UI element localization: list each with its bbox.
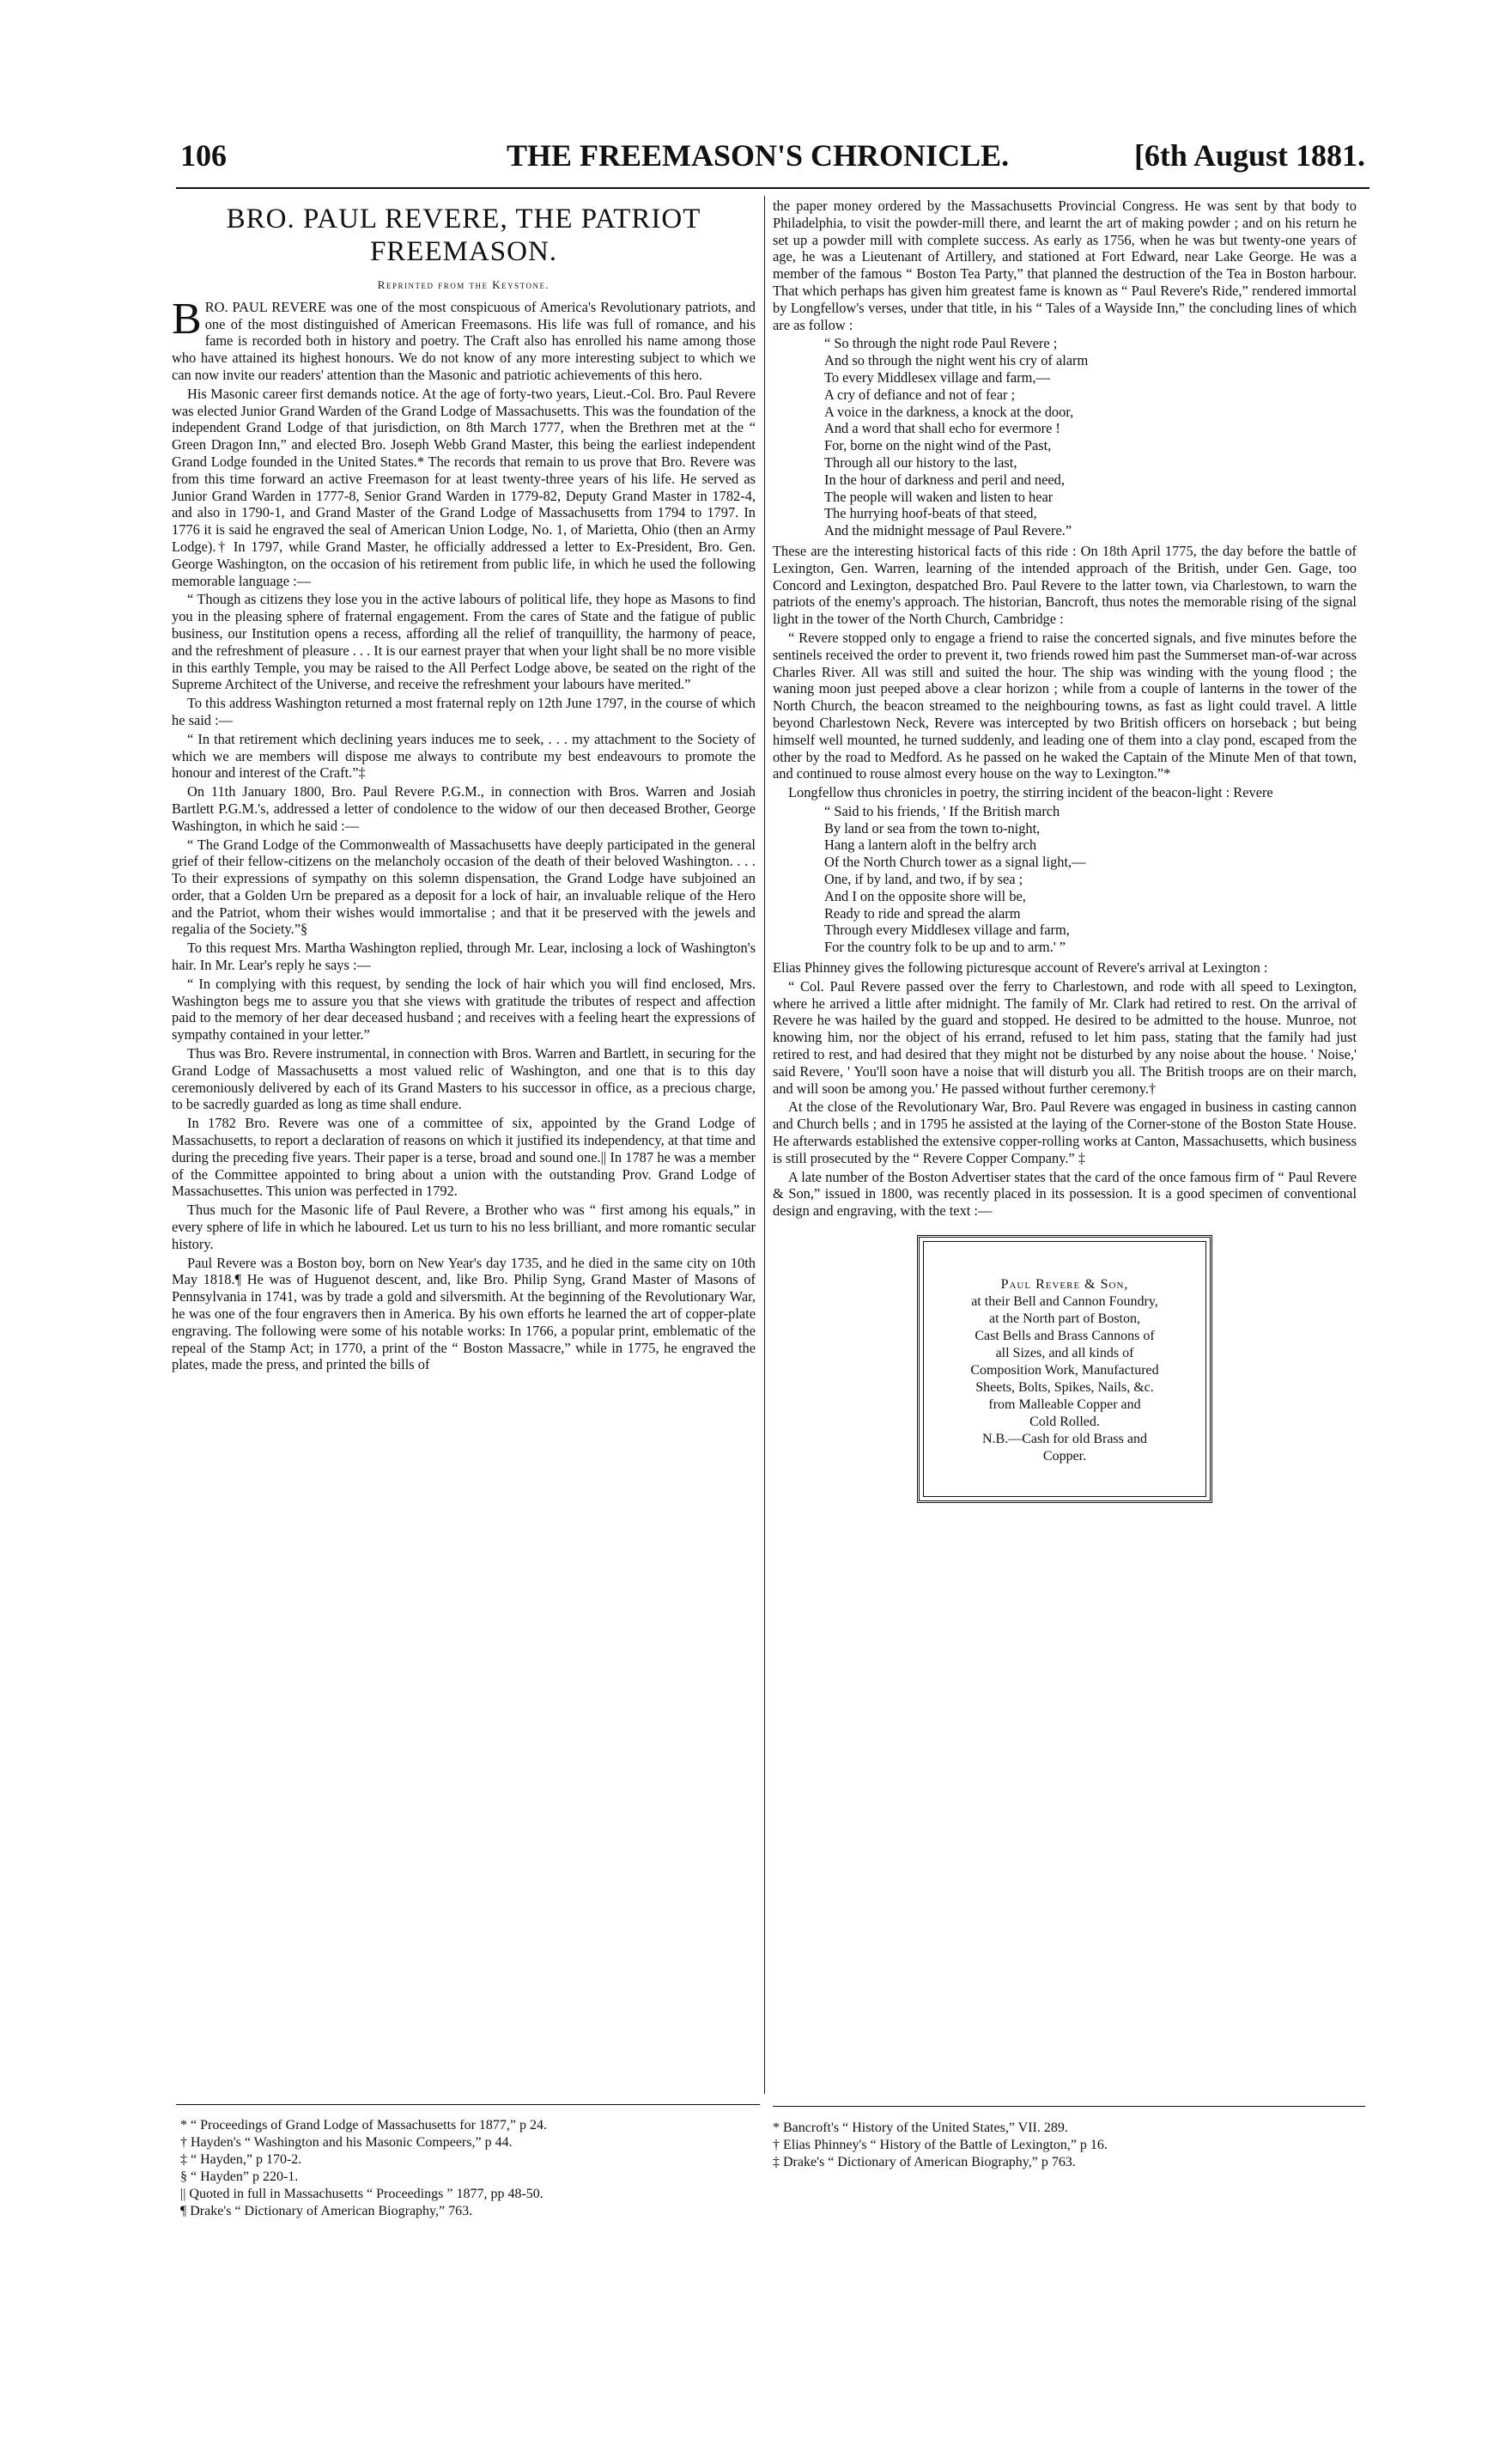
card-line: Cold Rolled. bbox=[1029, 1415, 1100, 1430]
card-line: Paul Revere & Son, bbox=[1000, 1277, 1129, 1293]
poem-line: “ Said to his friends, ' If the British march bbox=[824, 802, 1060, 819]
footnotes-left bbox=[180, 2117, 764, 2220]
article-paragraph: Thus was Bro. Revere instrumental, in connection with Bros. Warren and Bartlett, in securing for the Grand Lodge of Massachusetts a most valued relic of Washington, and one that is to this day ceremoniously delivered by each of its Grand Masters to his successor in office, as a precious charge, to be sacredly guarded as long as time shall endure. bbox=[172, 1045, 756, 1113]
article-paragraph: “ Col. Paul Revere passed over the ferry to Charlestown, and rode with all speed to Lexington, where he arrived a little after midnight. The family of Mr. Clark had retired to rest. On the arrival of Revere he was hailed by the guard and stopped. He desired to be admitted to the house. Munroe, not knowing him, nor the object of his errand, refused to let him pass, stating that the family had just retired to rest, and had desired that they might not be disturbed by any noise about the house. ' Noise,' said Revere, ' You'll soon have a noise that will disturb you all. The British troops are on their march, and will soon be among you.' He passed without further ceremony.† bbox=[773, 977, 1357, 1097]
article-paragraph: “ In that retirement which declining years induces me to seek, . . . my attachment to the Society of which we are members will dispose me always to contribute my best endeavours to promote the honour and interest of the Craft.”‡ bbox=[172, 730, 756, 782]
left-column bbox=[172, 198, 756, 1375]
footnote: ¶ Drake's “ Dictionary of American Biography,” 763. bbox=[180, 2204, 473, 2218]
card-line: Copper. bbox=[1042, 1449, 1087, 1464]
poem-line: Hang a lantern aloft in the belfry arch bbox=[824, 837, 1037, 854]
footnote-rule-right bbox=[773, 2106, 1365, 2107]
right-column bbox=[773, 198, 1357, 1503]
article-paragraph: “ Though as citizens they lose you in the active labours of political life, they hope as Masons to find you in the pleasing sphere of fraternal engagement. From the cares of State and the fatigue of public business, our Institution opens a recess, affording all the relief of tranquillity, the harmony of peace, and the refreshment of pleasure . . . It is our earnest prayer that when your light shall be no more visible in this earthly Temple, you may be raised to the All Perfect Lodge above, be seated on the right of the Supreme Architect of the Universe, and receive the refreshment your labours have merited.” bbox=[172, 591, 756, 693]
card-line: Cast Bells and Brass Cannons of bbox=[975, 1329, 1155, 1344]
poem-line: Of the North Church tower as a signal light,— bbox=[824, 854, 1086, 871]
footnote: * “ Proceedings of Grand Lodge of Massachusetts for 1877,” p 24. bbox=[180, 2118, 548, 2133]
card-line: Composition Work, Manufactured bbox=[970, 1363, 1159, 1378]
business-card-box bbox=[917, 1235, 1212, 1503]
article-paragraph: A late number of the Boston Advertiser states that the card of the once famous firm of “ Paul Revere & Son,” issued in 1800, was recently placed in its possession. It is a good specimen of conventional design and engraving, with the text :— bbox=[773, 1168, 1357, 1220]
poem-line: In the hour of darkness and peril and need, bbox=[824, 471, 1065, 488]
page-header bbox=[180, 137, 1365, 179]
article-paragraph: To this request Mrs. Martha Washington replied, through Mr. Lear, inclosing a lock of Washington's hair. In Mr. Lear's reply he says :— bbox=[172, 940, 756, 974]
issue-date: [6th August 1881. bbox=[1133, 138, 1365, 173]
card-line: Sheets, Bolts, Spikes, Nails, &c. bbox=[975, 1380, 1154, 1396]
poem-line: The hurrying hoof-beats of that steed, bbox=[824, 505, 1037, 522]
poem-line: Ready to ride and spread the alarm bbox=[824, 904, 1021, 922]
reprint-credit: Reprinted from the Keystone. bbox=[377, 278, 550, 291]
article-paragraph: To this address Washington returned a most fraternal reply on 12th June 1797, in the course of which he said :— bbox=[172, 695, 756, 728]
poem-line: A voice in the darkness, a knock at the door, bbox=[824, 403, 1074, 420]
article-paragraph: Longfellow thus chronicles in poetry, the stirring incident of the beacon-light : Revere bbox=[788, 784, 1273, 801]
footnote-rule-left bbox=[176, 2104, 760, 2105]
poem-line: For the country folk to be up and to arm.' ” bbox=[824, 939, 1066, 956]
card-line: at the North part of Boston, bbox=[989, 1311, 1140, 1327]
poem-line: And so through the night went his cry of alarm bbox=[824, 352, 1089, 369]
article-paragraph: the paper money ordered by the Massachusetts Provincial Congress. He was sent by that body to Philadelphia, to visit the powder-mill there, and learnt the art of making powder ; and on his return he set up a powder mill with complete success. As early as 1756, when he was but twenty-one years of age, he was a Lieutenant of Artillery, and stationed at Fort Edward, near Lake George. He was a member of the famous “ Boston Tea Party,” that planned the destruction of the Tea in Boston harbour. That which perhaps has given him greatest fame is known as “ Paul Revere's Ride,” rendered immortal by Longfellow's verses, under that title, in his “ Tales of a Wayside Inn,” the concluding lines of which are as follow : bbox=[773, 198, 1357, 333]
footnote: || Quoted in full in Massachusetts “ Proceedings ” 1877, pp 48-50. bbox=[180, 2187, 543, 2201]
card-line: from Malleable Copper and bbox=[988, 1397, 1141, 1413]
poem-line: One, if by land, and two, if by sea ; bbox=[824, 871, 1023, 888]
article-paragraph: “ Revere stopped only to engage a friend to raise the concerted signals, and five minutes before the sentinels received the order to prevent it, two friends rowed him past the Summerset man-of-war across Charles River. All was still and suited the hour. The ship was winding with the young flood ; the waning moon just peeped above a clear horizon ; while from a couple of lanterns in the tower of the North Church, the beacon streamed to the neighbouring towns, as fast as light could travel. A little beyond Charlestown Neck, Revere was intercepted by two British officers on horseback ; but being himself well mounted, he turned suddenly, and leading one of them into a clay pond, escaped from the other by the road to Medford. As he passed on he waked the Captain of the Minute Men of that town, and continued to rouse almost every house on the way to Lexington.”* bbox=[773, 629, 1357, 782]
poem-line: “ So through the night rode Paul Revere ; bbox=[824, 335, 1058, 352]
article-paragraph: Thus much for the Masonic life of Paul Revere, a Brother who was “ first among his equals,” in every sphere of life in which he laboured. Let us turn to his no less brilliant, and more romantic secular history. bbox=[172, 1202, 756, 1252]
article-paragraph: Paul Revere was a Boston boy, born on New Year's day 1735, and he died in the same city on 10th May 1818.¶ He was of Huguenot descent, and, like Bro. Philip Syng, Grand Master of Masons of Pennsylvania in 1741, was by trade a gold and silversmith. At the beginning of the Revolutionary War, he was one of the four engravers then in America. By his own efforts he learned the art of copper-plate engraving. The following were some of his notable works: In 1766, a popular print, emblematic of the repeal of the Stamp Act; in 1770, a print of the “ Boston Massacre,” while in 1775, he engraved the plates, made the press, and printed the bills of bbox=[172, 1254, 756, 1373]
article-paragraph: At the close of the Revolutionary War, Bro. Paul Revere was engaged in business in casting cannon and Church bells ; and in 1795 he assisted at the laying of the Corner-stone of the Boston State House. He afterwards established the extensive copper-rolling works at Canton, Massachusetts, which business is still prosecuted by the “ Revere Copper Company.” ‡ bbox=[773, 1098, 1357, 1166]
poem-line: The people will waken and listen to hear bbox=[824, 488, 1054, 505]
column-divider bbox=[764, 196, 765, 2094]
footnote: † Elias Phinney's “ History of the Battle of Lexington,” p 16. bbox=[773, 2138, 1108, 2152]
publication-title: THE FREEMASON'S CHRONICLE. bbox=[507, 138, 1010, 173]
header-rule bbox=[176, 187, 1369, 189]
article-title: BRO. PAUL REVERE, THE PATRIOT FREEMASON. bbox=[226, 204, 701, 267]
article-paragraph: On 11th January 1800, Bro. Paul Revere P.G.M., in connection with Bros. Warren and Josiah Bartlett P.G.M.'s, addressed a letter of condolence to the widow of our then deceased Brother, George Washington, in which he said :— bbox=[172, 783, 756, 834]
footnote: * Bancroft's “ History of the United States,” VII. 289. bbox=[773, 2121, 1068, 2135]
drop-cap: B bbox=[172, 294, 202, 344]
footnote: § “ Hayden” p 220-1. bbox=[180, 2169, 299, 2184]
card-line: N.B.—Cash for old Brass and bbox=[982, 1432, 1147, 1447]
poem-line: And a word that shall echo for evermore ! bbox=[824, 420, 1060, 437]
poem-line: Through all our history to the last, bbox=[824, 453, 1017, 471]
article-paragraph: “ In complying with this request, by sending the lock of hair which you will find enclosed, Mrs. Washington begs me to assure you that she views with gratitude the tributes of respect and affection paid to the memory of her dear deceased husband ; and receives with a feeling heart the expressions of sympathy contained in your letter.” bbox=[172, 975, 756, 1044]
poem-line: And I on the opposite shore will be, bbox=[824, 887, 1026, 904]
poem-line: For, borne on the night wind of the Past, bbox=[824, 437, 1052, 454]
article-paragraph: Elias Phinney gives the following picturesque account of Revere's arrival at Lexington : bbox=[773, 959, 1268, 977]
footnote: ‡ Drake's “ Dictionary of American Biography,” p 763. bbox=[773, 2155, 1076, 2169]
article-paragraph: “ The Grand Lodge of the Commonwealth of Massachusetts have deeply participated in the general grief of their fellow-citizens on the melancholy occasion of the death of their beloved Washington. . . . To their expressions of sympathy on this solemn dispensation, the Grand Lodge have subjoined an order, that a Golden Urn be prepared as a deposit for a lock of hair, an invaluable relique of the Hero and the Patriot, whom their wishes would immortalise ; and that it be preserved with the jewels and regalia of the Society.”§ bbox=[172, 836, 756, 938]
footnote: † Hayden's “ Washington and his Masonic Compeers,” p 44. bbox=[180, 2135, 513, 2150]
page-number: 106 bbox=[180, 138, 227, 173]
business-card-text bbox=[923, 1241, 1206, 1497]
article-paragraph: In 1782 Bro. Revere was one of a committee of six, appointed by the Grand Lodge of Massachusetts, to report a declaration of reasons on which it justified its independency, at that time and during the preceding five years. Their paper is a terse, broad and sound one.|| In 1787 he was a member of the Committee appointed to bring about a union with the outstanding Prov. Grand Lodge of Massachusettes. This union was perfected in 1792. bbox=[172, 1115, 756, 1200]
poem-line: Through every Middlesex village and farm, bbox=[824, 922, 1070, 939]
poem-ride bbox=[824, 335, 1357, 539]
card-line: all Sizes, and all kinds of bbox=[995, 1346, 1134, 1361]
poem-line: By land or sea from the town to-night, bbox=[824, 819, 1041, 837]
poem-line: And the midnight message of Paul Revere.” bbox=[824, 522, 1072, 539]
article-paragraph: BRO. PAUL REVERE was one of the most conspicuous of America's Revolutionary patriots, and one of the most distinguished of American Freemasons. His life was full of romance, and his fame is recorded both in history and poetry. The Craft also has enrolled his name among those who have attained its highest honours. We do not know of any more interesting subject to which we can now invite our readers' attention than the Masonic and patriotic achievements of this hero. bbox=[172, 294, 756, 383]
article-paragraph: These are the interesting historical facts of this ride : On 18th April 1775, the day before the battle of Lexington, Gen. Warren, learning of the intended approach of the British, under Gen. Gage, too Concord and Lexington, despatched Bro. Paul Revere to the latter town, via Charlestown, to warn the patriots of the enemy's approach. The historian, Bancroft, thus notes the memorable rising of the signal light in the tower of the North Church, Cambridge : bbox=[773, 542, 1357, 628]
poem-lantern bbox=[824, 803, 1357, 956]
footnote: ‡ “ Hayden,” p 170-2. bbox=[180, 2152, 302, 2167]
poem-line: A cry of defiance and not of fear ; bbox=[824, 386, 1016, 403]
poem-line: To every Middlesex village and farm,— bbox=[824, 368, 1050, 386]
footnotes-right bbox=[773, 2120, 1357, 2171]
card-line: at their Bell and Cannon Foundry, bbox=[971, 1294, 1158, 1310]
article-paragraph: His Masonic career first demands notice. At the age of forty-two years, Lieut.-Col. Bro. Paul Revere was elected Junior Grand Warden of the Grand Lodge of Massachusetts. This was the foundation of the independent Grand Lodge of that jurisdiction, on 8th March 1777, when the Brethren met at the “ Green Dragon Inn,” and elected Bro. Joseph Webb Grand Master, this being the earliest independent Grand Lodge founded in the United States.* The records that remain to us prove that Bro. Revere was from this time forward an active Freemason for at least twenty-three years of his life. He served as Junior Grand Warden in 1777-8, Senior Grand Warden in 1779-82, Deputy Grand Master in 1782-4, and also in 1790-1, and Grand Master of the Grand Lodge of Massachusetts from 1794 to 1797. In 1776 it is said he engraved the seal of American Union Lodge, No. 1, of Marietta, Ohio (then an Army Lodge).† In 1797, while Grand Master, he officially addressed a letter to Ex-President, Bro. Gen. George Washington, on the occasion of his retirement from public life, in which he used the following memorable language :— bbox=[172, 385, 756, 589]
